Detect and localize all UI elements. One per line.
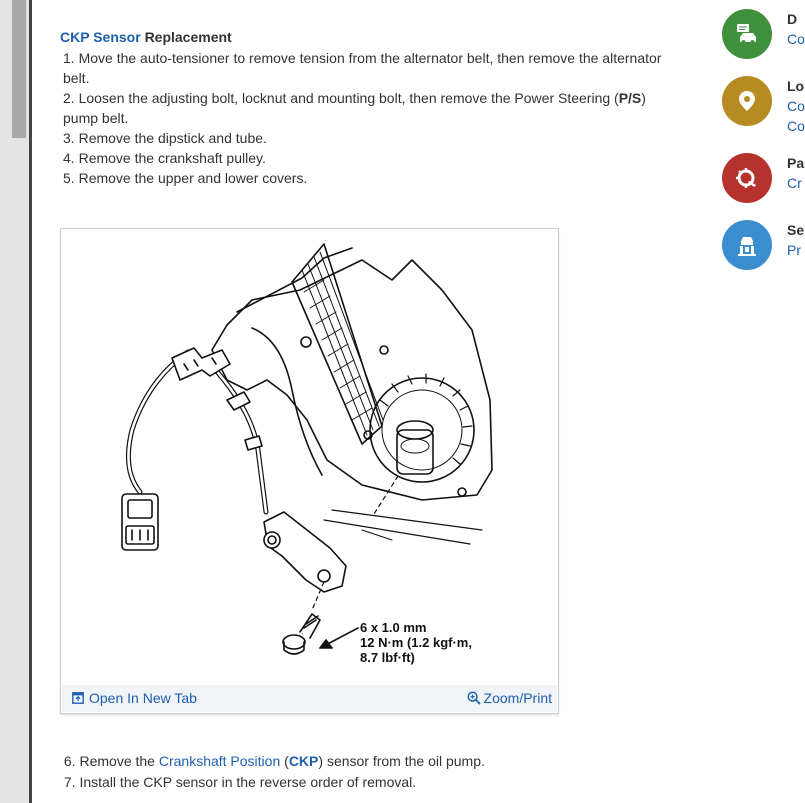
article-content: [32, 0, 692, 803]
related-head-1: Lo: [787, 78, 805, 94]
part-gear-icon: [722, 153, 772, 203]
zoom-in-icon: [467, 691, 481, 705]
open-in-new-tab-link[interactable]: [72, 690, 197, 706]
related-head-2: Pa: [787, 155, 805, 171]
crankshaft-position-link[interactable]: Crankshaft Position: [158, 753, 281, 769]
ps-abbr: P/S: [618, 90, 642, 106]
step-5: 5. Remove the upper and lower covers.: [63, 170, 308, 186]
steps-list: [60, 48, 680, 188]
callout-torque-imperial: 8.7 lbf·ft): [360, 650, 415, 665]
related-sub-3-0[interactable]: Pr: [787, 242, 801, 258]
ckp-sensor-diagram[interactable]: [62, 230, 559, 686]
related-sub-1-1[interactable]: Co: [787, 118, 805, 134]
step-6: 6. Remove the Crankshaft Position (CKP) sensor from the oil pump.: [63, 753, 485, 769]
scrollbar-track[interactable]: [0, 0, 29, 803]
ckp-sensor-figure: [60, 228, 559, 714]
related-head-0: D: [787, 11, 798, 27]
engine-block-outline: [212, 260, 492, 500]
scrollbar-thumb[interactable]: [12, 0, 26, 138]
related-panel: [692, 0, 805, 803]
zoom-print-label: Zoom/Print: [483, 690, 552, 706]
ckp-sensor-link[interactable]: CKP Sensor: [60, 29, 141, 45]
step-3: 3. Remove the dipstick and tube.: [63, 130, 267, 146]
callout-size: 6 x 1.0 mm: [360, 620, 427, 635]
open-new-tab-icon: [72, 692, 84, 704]
step-1: 1. Move the auto-tensioner to remove tension from the alternator belt, then remove the alternator belt.: [63, 50, 662, 86]
related-sub-2-0[interactable]: Cr: [787, 175, 802, 191]
callout-torque-metric: 12 N·m (1.2 kgf·m,: [360, 635, 472, 650]
mounting-bolt: [283, 614, 320, 654]
zoom-print-link[interactable]: [467, 690, 552, 706]
location-pin-icon: [722, 76, 772, 126]
open-in-new-tab-label: Open In New Tab: [89, 690, 197, 706]
step-2: 2. Loosen the adjusting bolt, locknut and mounting bolt, then remove the Power Steering (P/S) pump belt.: [63, 90, 646, 126]
ckp-abbr: CKP: [288, 753, 319, 769]
step-7: 7. Install the CKP sensor in the reverse order of removal.: [63, 774, 417, 790]
step-4: 4. Remove the crankshaft pulley.: [63, 150, 266, 166]
oil-pump-edge: [324, 510, 482, 544]
section-title: [60, 29, 232, 45]
service-lift-icon: [722, 220, 772, 270]
ckp-sensor-body: [264, 512, 346, 592]
car-diagnostics-icon: [722, 9, 772, 59]
section-title-rest: Replacement: [144, 29, 232, 45]
related-sub-0-0[interactable]: Co: [787, 31, 805, 47]
steps-list-continued: [60, 751, 680, 793]
engine-cover-left: [252, 328, 322, 475]
figure-toolbar: [62, 685, 557, 712]
related-head-3: Se: [787, 222, 805, 238]
related-sub-1-0[interactable]: Co: [787, 98, 805, 114]
